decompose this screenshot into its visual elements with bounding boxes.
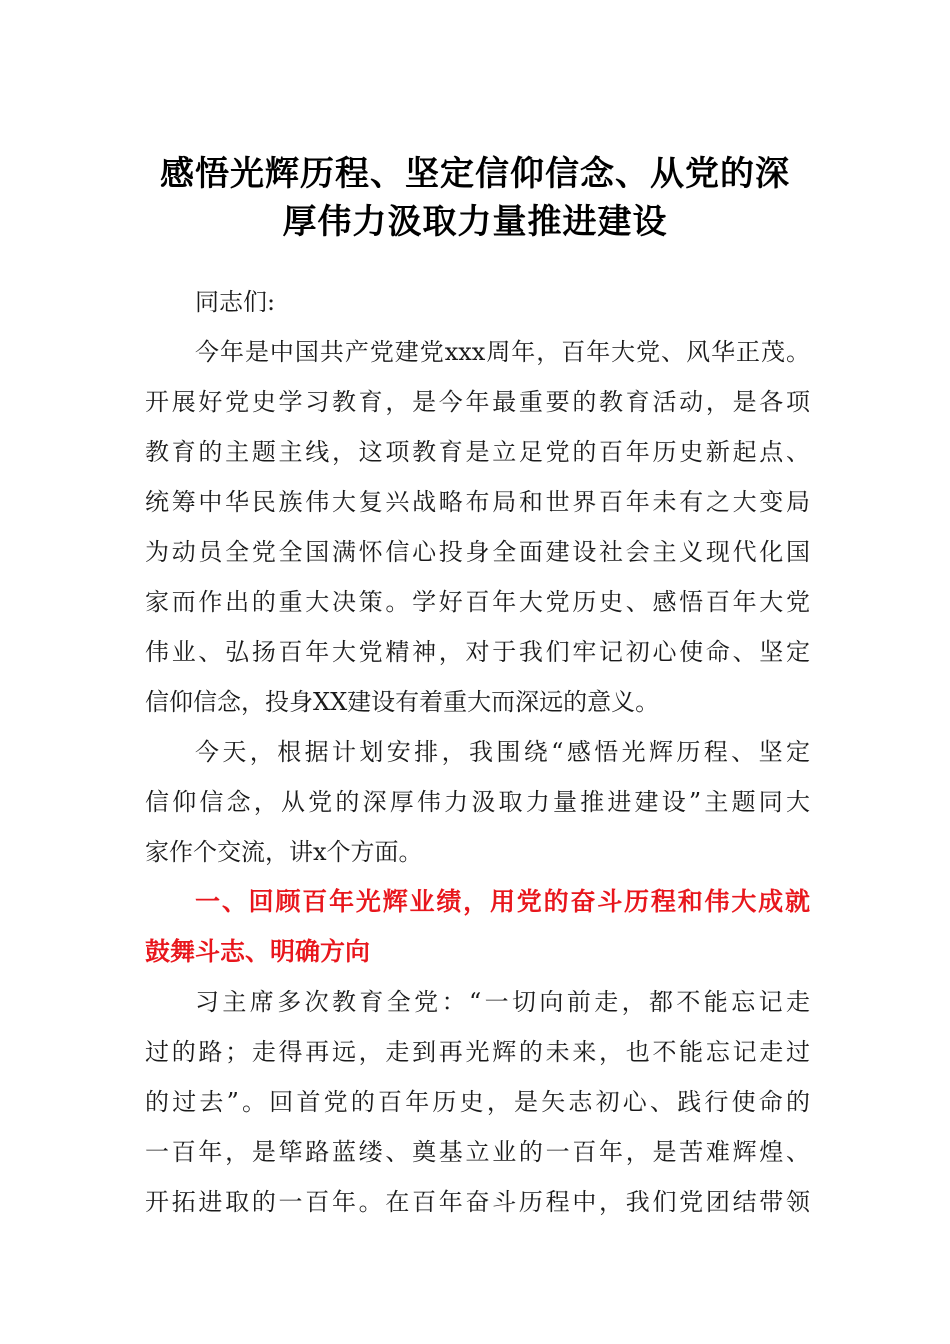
- document-title-line-1: 感悟光辉历程、坚定信仰信念、从党的深: [160, 154, 790, 194]
- body-line: 教育的主题主线，这项教育是立足党的百年历史新起点、: [145, 438, 810, 466]
- salutation: 同志们:: [195, 288, 276, 316]
- body-line: 习主席多次教育全党：“一切向前走，都不能忘记走: [195, 988, 810, 1016]
- body-line: 今年是中国共产党建党xxx周年，百年大党、风华正茂。: [195, 338, 810, 366]
- body-line: 家作个交流，讲x个方面。: [145, 838, 423, 866]
- section-heading-line: 鼓舞斗志、明确方向: [145, 937, 371, 966]
- document-title-line-2: 厚伟力汲取力量推进建设: [282, 202, 668, 242]
- body-line: 统筹中华民族伟大复兴战略布局和世界百年未有之大变局: [145, 488, 810, 516]
- body-line: 开拓进取的一百年。在百年奋斗历程中，我们党团结带领: [145, 1188, 810, 1216]
- body-line: 的过去”。回首党的百年历史，是矢志初心、践行使命的: [145, 1088, 810, 1116]
- body-line: 信仰信念，从党的深厚伟力汲取力量推进建设”主题同大: [145, 788, 810, 816]
- body-line: 一百年，是筚路蓝缕、奠基立业的一百年，是苦难辉煌、: [145, 1138, 810, 1166]
- section-heading-line: 一、回顾百年光辉业绩，用党的奋斗历程和伟大成就: [195, 887, 810, 916]
- body-line: 家而作出的重大决策。学好百年大党历史、感悟百年大党: [145, 588, 810, 616]
- body-line: 开展好党史学习教育，是今年最重要的教育活动，是各项: [145, 388, 810, 416]
- body-line: 信仰信念，投身XX建设有着重大而深远的意义。: [145, 688, 660, 716]
- body-line: 为动员全党全国满怀信心投身全面建设社会主义现代化国: [145, 538, 810, 566]
- body-line: 伟业、弘扬百年大党精神，对于我们牢记初心使命、坚定: [145, 638, 810, 666]
- body-line: 今天，根据计划安排，我围绕“感悟光辉历程、坚定: [195, 738, 810, 766]
- body-line: 过的路；走得再远，走到再光辉的未来，也不能忘记走过: [145, 1038, 810, 1066]
